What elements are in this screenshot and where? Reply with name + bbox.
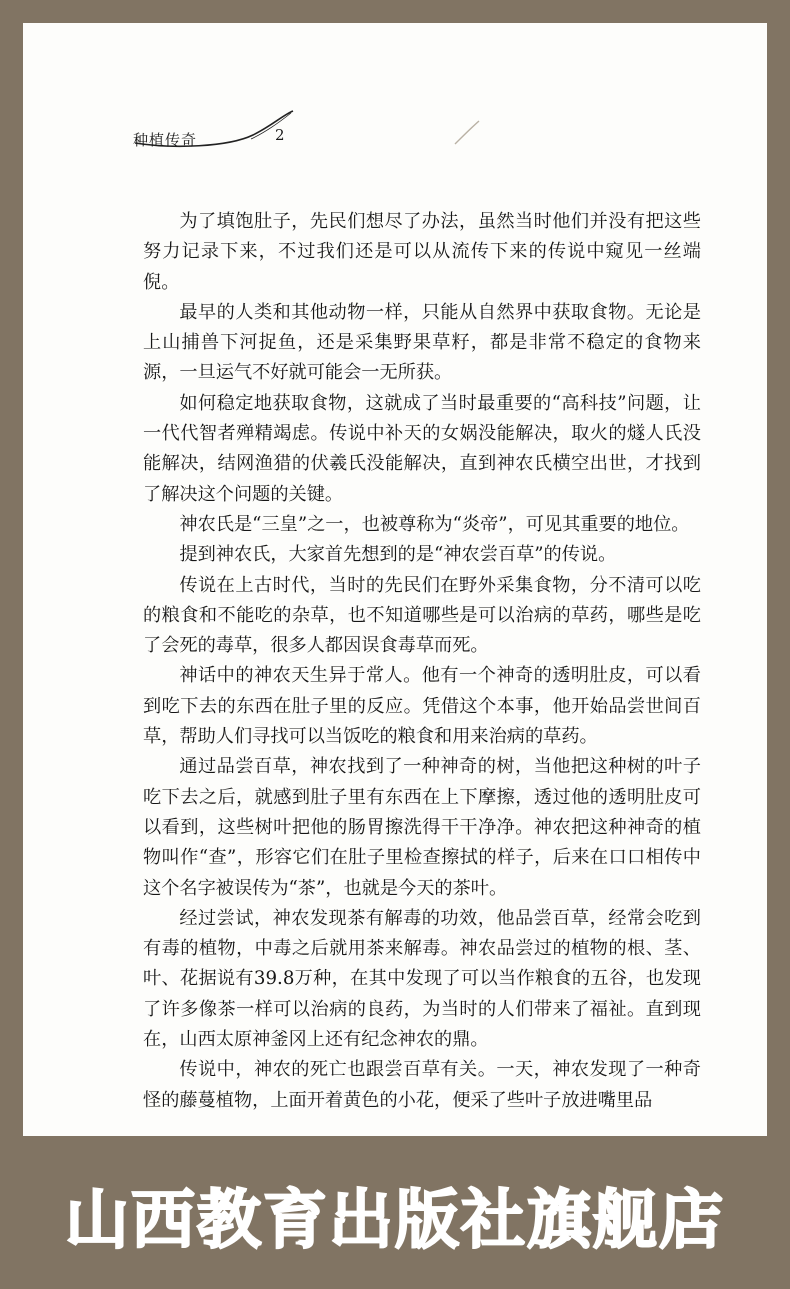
running-head	[133, 109, 323, 149]
paragraph: 神农氏是“三皇”之一，也被尊称为“炎帝”，可见其重要的地位。	[179, 513, 690, 535]
paragraph: 传说在上古时代，当时的先民们在野外采集食物，分不清可以吃的粮食和不能吃的杂草，也不知道哪些是可以治病的草药，哪些是吃了会死的毒草，很多人都因误食毒草而死。	[143, 574, 701, 657]
paragraph: 通过品尝百草，神农找到了一种神奇的树，当他把这种树的叶子吃下去之后，就感到肚子里有东西在上下摩擦，透过他的透明肚皮可以看到，这些树叶把他的肠胃擦洗得干干净净。神农把这种神奇的植物叫作“查”，形容它们在肚子里检查擦拭的样子，后来在口口相传中这个名字被误传为“茶”，也就是今天的茶叶。	[143, 756, 701, 899]
body-text	[143, 207, 701, 1116]
pencil-mark-decoration	[453, 118, 483, 148]
paragraph: 提到神农氏，大家首先想到的是“神农尝百草”的传说。	[179, 544, 617, 566]
paragraph: 最早的人类和其他动物一样，只能从自然界中获取食物。无论是上山捕兽下河捉鱼，还是采集野果草籽，都是非常不稳定的食物来源，一旦运气不好就可能会一无所获。	[143, 301, 701, 384]
store-banner	[0, 1160, 790, 1270]
paragraph: 经过尝试，神农发现茶有解毒的功效，他品尝百草，经常会吃到有毒的植物，中毒之后就用茶来解毒。神农品尝过的植物的根、茎、叶、花据说有39.8万种，在其中发现了可以当作粮食的五谷，也发现了许多像茶一样可以治病的良药，为当时的人们带来了福祉。直到现在，山西太原神釜冈上还有纪念神农的鼎。	[143, 907, 701, 1051]
book-page	[23, 23, 767, 1136]
paragraph: 如何稳定地获取食物，这就成了当时最重要的“高科技”问题，让一代代智者殚精竭虑。传说中补天的女娲没能解决，取火的燧人氏没能解决，结网渔猎的伏羲氏没能解决，直到神农氏横空出世，才找到了解决这个问题的关键。	[143, 392, 701, 505]
page-number: 2	[275, 126, 285, 144]
paragraph: 为了填饱肚子，先民们想尽了办法，虽然当时他们并没有把这些努力记录下来，不过我们还是可以从流传下来的传说中窥见一丝端倪。	[143, 211, 701, 293]
paragraph: 神话中的神农天生异于常人。他有一个神奇的透明肚皮，可以看到吃下去的东西在肚子里的反应。凭借这个本事，他开始品尝世间百草，帮助人们寻找可以当饭吃的粮食和用来治病的草药。	[143, 665, 701, 748]
running-title: 种植传奇	[133, 131, 198, 149]
paragraph: 传说中，神农的死亡也跟尝百草有关。一天，神农发现了一种奇怪的藤蔓植物，上面开着黄色的小花，便采了些叶子放进嘴里品	[143, 1059, 701, 1111]
store-name: 山西教育出版社旗舰店	[65, 1184, 725, 1258]
